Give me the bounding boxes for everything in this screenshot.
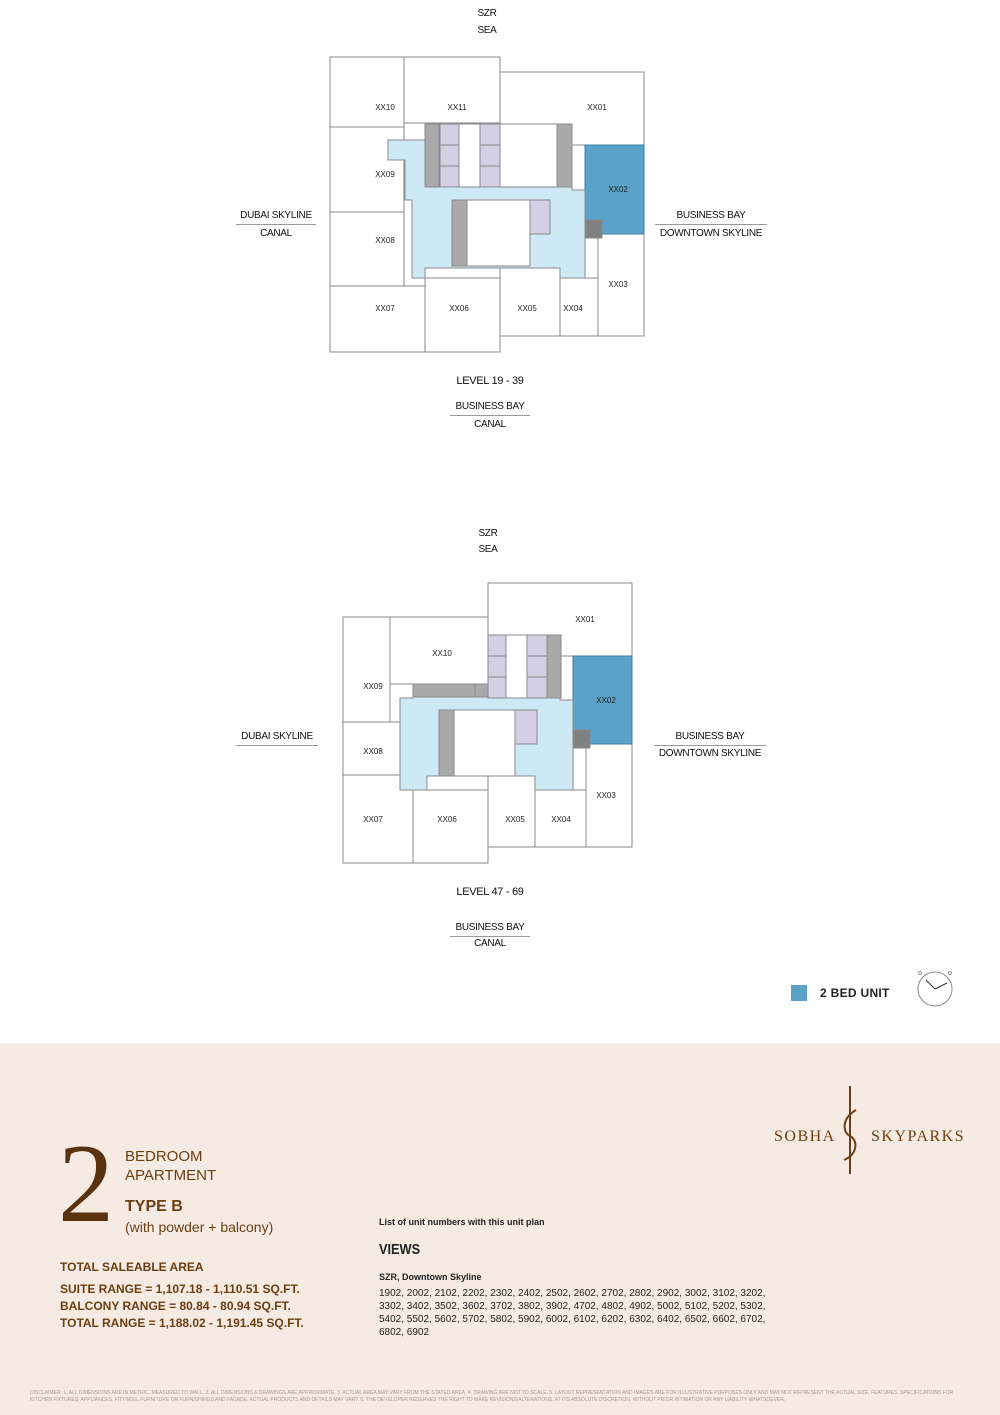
svg-text:XX11: XX11 xyxy=(447,103,467,112)
legend-label: 2 BED UNIT xyxy=(820,986,890,1000)
plan2-bottom-view-line1: BUSINESS BAY xyxy=(450,922,530,937)
plan2-right-view-line2: DOWNTOWN SKYLINE xyxy=(658,748,762,759)
plan1-level-label: LEVEL 19 - 39 xyxy=(456,375,524,387)
plan1-unit-xx11 xyxy=(404,57,500,123)
plan1-right-view-line2: DOWNTOWN SKYLINE xyxy=(659,228,763,239)
plan1-top-view-line1: SZR xyxy=(477,8,497,19)
brand-skyparks: SKYPARKS xyxy=(871,1128,966,1145)
svg-text:XX09: XX09 xyxy=(375,170,395,179)
apartment-title-line1: BEDROOM xyxy=(125,1148,203,1165)
views-value: SZR, Downtown Skyline xyxy=(379,1272,482,1282)
area-suite-range: SUITE RANGE = 1,107.18 - 1,110.51 SQ.FT. xyxy=(60,1282,300,1296)
plan1-top-view-line2: SEA xyxy=(477,25,497,36)
svg-text:XX04: XX04 xyxy=(563,304,583,313)
svg-text:XX04: XX04 xyxy=(551,815,571,824)
plan1-left-view-line2: CANAL xyxy=(260,228,292,239)
svg-text:XX06: XX06 xyxy=(437,815,457,824)
plan1-unit-xx08 xyxy=(330,212,404,286)
apartment-type: TYPE B xyxy=(125,1198,183,1215)
plan1-unit-xx06 xyxy=(425,278,500,352)
svg-text:XX01: XX01 xyxy=(587,103,607,112)
plan2-floorplan xyxy=(0,520,1000,880)
plan1-unit-xx10 xyxy=(330,57,404,127)
unit-list-heading: List of unit numbers with this unit plan xyxy=(379,1217,545,1227)
svg-text:XX07: XX07 xyxy=(375,304,395,313)
svg-text:XX08: XX08 xyxy=(375,236,395,245)
svg-text:XX03: XX03 xyxy=(608,280,628,289)
plan1-right-view-line1: BUSINESS BAY xyxy=(655,210,767,225)
legend-swatch xyxy=(791,985,807,1001)
plan1-unit-xx07 xyxy=(330,286,425,352)
views-title: VIEWS xyxy=(379,1241,421,1258)
plan2-level-label: LEVEL 47 - 69 xyxy=(456,886,524,898)
plan1-floorplan xyxy=(0,0,1000,440)
plan2-unit-xx05 xyxy=(488,776,535,847)
apartment-bedroom-count: 2 xyxy=(58,1122,114,1246)
svg-text:XX05: XX05 xyxy=(517,304,537,313)
disclaimer-text: DISCLAIMER: 1. ALL DIMENSIONS ARE IN METRIC, MEASURED TO WALL. 2. ALL DIMENSIONS & DRAWINGS ARE APPROXIMATE. 3. ACTUAL AREA MAY VARY FROM THE STATED AREA. 4. DRAWING ARE NOT TO SCALE. 5. LAYOUT REPRESENTATION AND IMAGES ARE FOR ILLUSTRATIVE PURPOSES ONLY AND MAY NOT REPRESENT THE ACTUAL SIZE, FEATURES, SPECIFICATIONS FOR KITCHEN FIXTURES, APPLIANCES, FITTINGS, FURNITURE OR FURNISHINGS AND FACADE. ACTUAL PRODUCTS AND DETAILS MAY VARY. 6. THE DEVELOPER RESERVES THE RIGHT TO MAKE REVISIONS/ALTERATIONS, AT ITS ABSOLUTE DISCRETION, WITHOUT PRIOR INTIMATION OR ANY LIABILITY WHATSOEVER. xyxy=(30,1390,954,1403)
svg-text:XX10: XX10 xyxy=(432,649,452,658)
area-total-range: TOTAL RANGE = 1,188.02 - 1,191.45 SQ.FT. xyxy=(60,1316,304,1330)
svg-text:XX01: XX01 xyxy=(575,615,595,624)
apartment-title xyxy=(125,1147,216,1185)
plan1-left-view-line1: DUBAI SKYLINE xyxy=(236,210,316,225)
brand-sobha: SOBHA xyxy=(774,1128,836,1145)
plan1-bottom-view-line2: CANAL xyxy=(474,419,506,430)
apartment-title-line2: APARTMENT xyxy=(125,1167,217,1184)
plan2-bottom-view-line2: CANAL xyxy=(474,938,506,949)
compass-icon xyxy=(914,968,956,1010)
plan2-right-view-line1: BUSINESS BAY xyxy=(654,731,766,746)
unit-numbers-list: 1902, 2002, 2102, 2202, 2302, 2402, 2502, 2602, 2702, 2802, 2902, 3002, 3102, 3202, 3302, 3402, 3502, 3602, 3702, 3802, 3902, 4702, 4802, 4902, 5002, 5102, 5202, 5302, 5402, 5502, 5602, 5702, 5802, 5902, 6002, 6102, 6202, 6302, 6402, 6502, 6602, 6702, 6802, 6902 xyxy=(379,1288,766,1338)
apartment-type-detail: (with powder + balcony) xyxy=(125,1219,274,1235)
svg-text:XX05: XX05 xyxy=(505,815,525,824)
svg-text:XX09: XX09 xyxy=(363,682,383,691)
plan2-left-view-line1: DUBAI SKYLINE xyxy=(236,731,318,746)
svg-text:XX06: XX06 xyxy=(449,304,469,313)
brand-emblem-icon xyxy=(838,1084,862,1176)
plan2-unit-xx06 xyxy=(413,790,488,863)
area-balcony-range: BALCONY RANGE = 80.84 - 80.94 SQ.FT. xyxy=(60,1299,291,1313)
plan2-unit-xx09 xyxy=(343,617,390,722)
svg-text:XX02: XX02 xyxy=(608,185,628,194)
svg-text:XX03: XX03 xyxy=(596,791,616,800)
plan1-unit-xx05 xyxy=(500,268,560,336)
plan2-top-view-line1: SZR xyxy=(478,528,498,539)
svg-text:XX10: XX10 xyxy=(375,103,395,112)
plan2-top-view-line2: SEA xyxy=(478,544,498,555)
svg-text:XX08: XX08 xyxy=(363,747,383,756)
plan1-bottom-view-line1: BUSINESS BAY xyxy=(450,401,530,416)
svg-text:XX02: XX02 xyxy=(596,696,616,705)
area-heading: TOTAL SALEABLE AREA xyxy=(60,1260,204,1274)
svg-text:XX07: XX07 xyxy=(363,815,383,824)
